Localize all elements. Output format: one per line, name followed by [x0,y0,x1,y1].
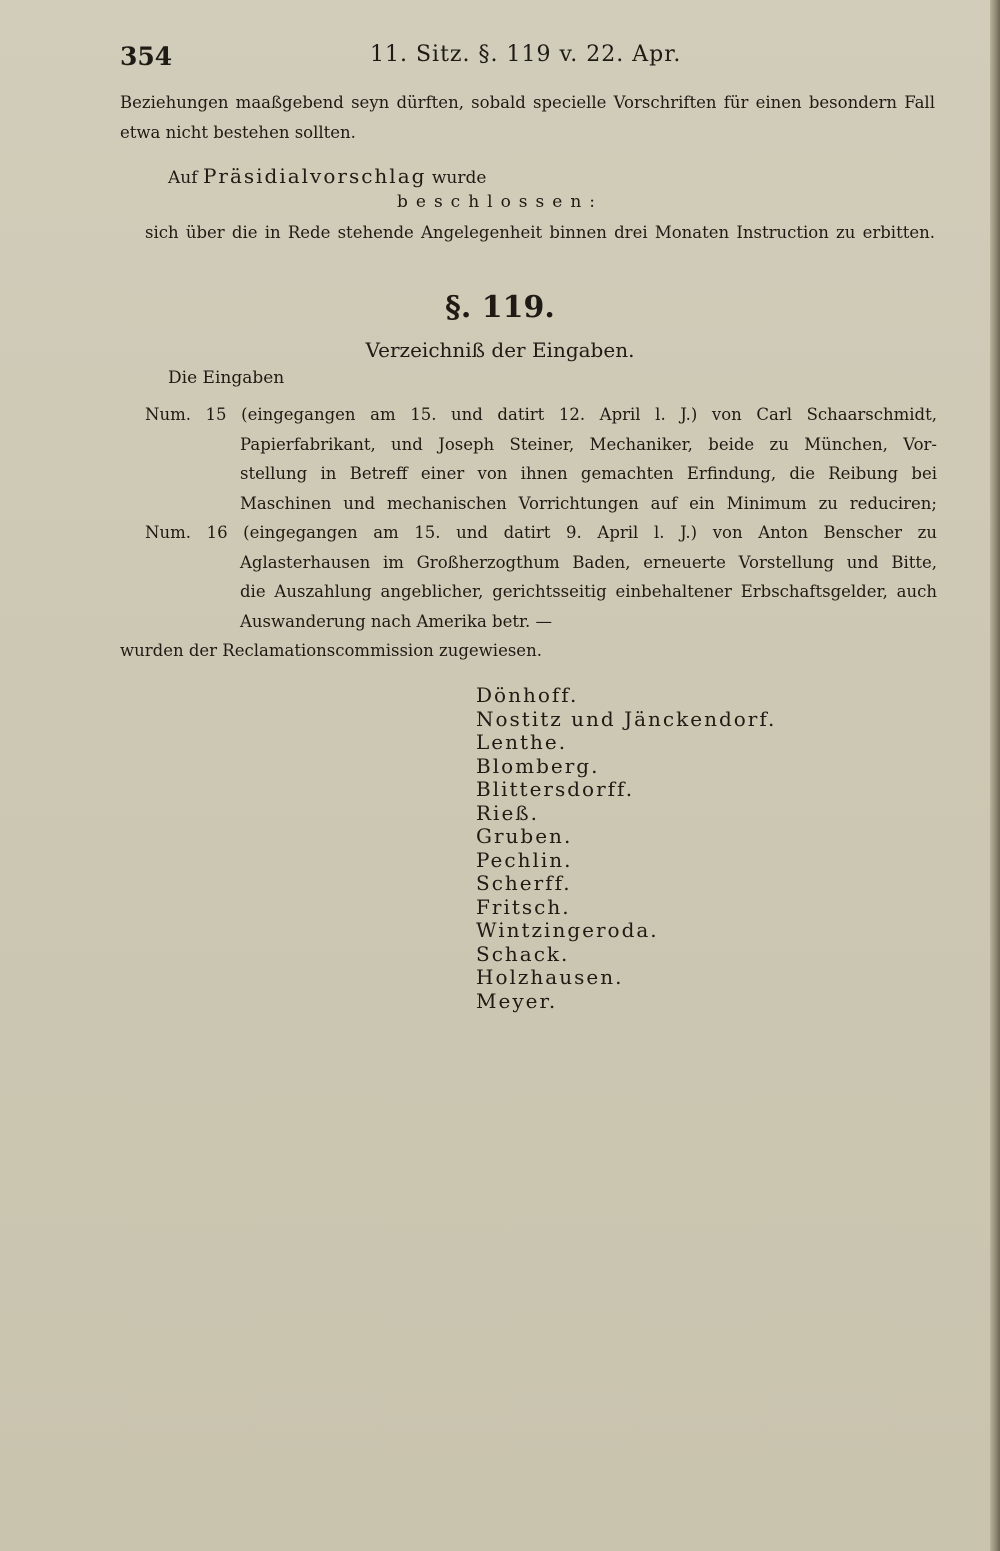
entry-line: Aglasterhausen im Großherzogthum Baden, erneuerte Vorstellung und Bitte, [240,552,937,572]
running-head: 11. Sitz. §. 119 v. 22. Apr. [370,42,682,67]
signature: Gruben. [476,824,573,848]
carryover-line-2: etwa nicht bestehen sollten. [120,123,356,142]
page-header [120,40,940,76]
signature: Scherff. [476,871,572,895]
section-number: §. 119. [445,290,555,325]
entry-line: Num. 16 (eingegangen am 15. und datirt 9. April l. J.) von Anton Benscher zu [145,523,937,542]
signature: Schack. [476,941,570,966]
signature: Wintzingeroda. [476,918,659,942]
page-number: 354 [120,42,173,71]
proposal-line [168,162,983,193]
entry-line: Maschinen und mechanischen Vorrichtungen auf ein Minimum zu reduciren; [240,493,937,513]
entry-num-15 [145,400,937,518]
proposal-prefix: Auf [168,168,198,188]
signature: Pechlin. [476,847,573,872]
signature: Holzhausen. [476,965,624,989]
entry-num-16 [145,518,937,636]
signature: Blomberg. [476,753,600,778]
section-title: Verzeichniß der Eingaben. [365,338,635,362]
signature: Blittersdorff. [476,777,635,801]
signature: Lenthe. [476,730,568,754]
signature: Rieß. [476,800,540,825]
decision-label: beschlossen: [397,192,603,212]
signature-list [476,684,776,1013]
entry-line: die Auszahlung angeblicher, gerichtsseitig einbehaltener Erbschaftsgelder, auch [240,582,937,601]
entries-intro: Die Eingaben [168,368,285,388]
entry-line: Papierfabrikant, und Joseph Steiner, Mechaniker, beide zu München, Vor- [240,434,937,454]
entry-line: Auswanderung nach Amerika betr. — [240,611,553,631]
decision-text: sich über die in Rede stehende Angelegenheit binnen drei Monaten Instruction zu erbitten. [145,223,935,242]
signature: Nostitz und Jänckendorf. [476,706,777,731]
page-edge-shadow [990,0,1000,1551]
signature: Meyer. [476,988,558,1013]
signature: Fritsch. [476,894,571,919]
proposal-term: Präsidialvorschlag [202,164,427,188]
entries-conclusion: wurden der Reclamationscommission zugewiesen. [120,641,542,660]
signature: Dönhoff. [476,683,579,707]
carryover-line-1: Beziehungen maaßgebend seyn dürften, sobald specielle Vorschriften für einen besondern Fall [120,93,935,112]
entry-line: Num. 15 (eingegangen am 15. und datirt 12. April l. J.) von Carl Schaarschmidt, [145,405,937,424]
entry-line: stellung in Betreff einer von ihnen gemachten Erfindung, die Reibung bei [240,464,937,483]
proposal-suffix: wurde [431,168,487,188]
